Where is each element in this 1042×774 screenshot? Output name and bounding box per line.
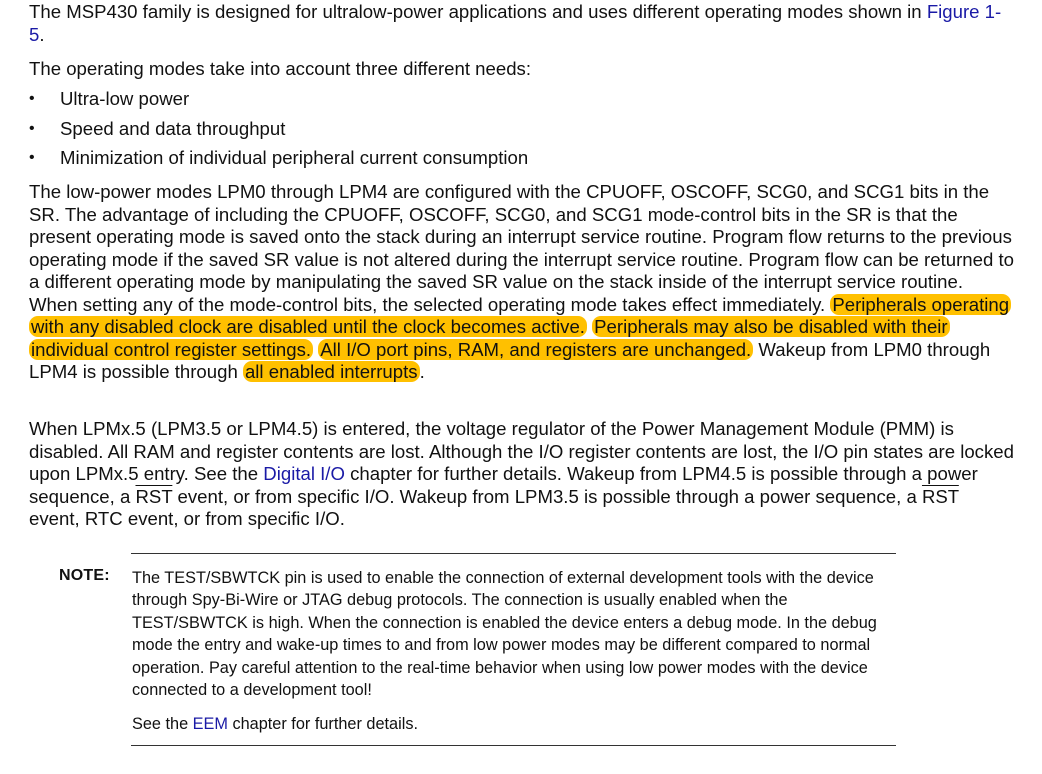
note-see-text: See the	[132, 715, 193, 733]
highlight-io-unchanged: All I/O port pins, RAM, and registers are unchanged.	[320, 338, 752, 360]
note-label: NOTE:	[59, 567, 110, 584]
bullet-icon: •	[29, 90, 35, 107]
bullet-text: Ultra-low power	[60, 88, 190, 109]
note-top-divider	[131, 553, 896, 554]
intro-paragraph	[29, 1, 1014, 46]
lpm-wakeup-text: Wakeup from LPM0 through LPM4 is possible through	[29, 338, 991, 382]
lpmx5-text-end: event, RTC event, or from specific I/O.	[29, 508, 345, 529]
rst-signal: $\overline{RST}$	[135, 485, 173, 507]
bullet-text: Speed and data throughput	[60, 117, 286, 139]
lpmx5-text: chapter for further details. Wakeup from LPM4.5 is possible through a power sequence, a	[29, 463, 978, 507]
bullet-item	[29, 86, 528, 116]
figure-1-5-link[interactable]: Figure 1-5	[29, 1, 1002, 45]
highlight-peripherals-register: Peripherals may also be disabled with their individual control register settings.	[31, 316, 948, 360]
highlight-peripherals-clock: Peripherals operating with any disabled clock are disabled until the clock becomes active.	[31, 293, 1010, 337]
bullet-text: Minimization of individual peripheral current consumption	[60, 147, 529, 168]
highlight-enabled-interrupts: all enabled interrupts	[244, 361, 418, 382]
lpmx5-text: event, or from specific I/O. Wakeup from LPM3.5 is possible through a power sequence, a	[172, 485, 922, 507]
lpmx5-text: When LPMx.5 (LPM3.5 or LPM4.5) is entered, the voltage regulator of the Power Management Module (PMM) is disabled. All RAM and register contents are lost. Although the I/O register contents are lost, the I/O pin states are locked upon LPMx.5 entry. See the	[29, 418, 1014, 484]
lpmx5-paragraph	[29, 418, 1014, 531]
intro-text: The MSP430 family is designed for ultralow-power applications and uses different operating modes shown in	[29, 1, 927, 22]
rst-signal: $\overline{RST}$	[921, 485, 959, 507]
note-body: The TEST/SBWTCK pin is used to enable the connection of external development tools with the device through Spy-Bi-Wire or JTAG debug protocols. The connection is usually enabled when the TEST/SBWTCK is high. When the connection is enabled the device enters a debug mode. In the debug mode the entry and wake-up times to and from low power modes may be different compared to normal operation. Pay careful attention to the real-time behavior when using low power modes with the device connected to a development tool!	[132, 569, 877, 700]
lpm-text-end: .	[419, 361, 425, 382]
bullet-icon: •	[29, 149, 35, 166]
lpm-text: The low-power modes LPM0 through LPM4 are configured with the CPUOFF, OSCOFF, SCG0, and SCG1 bits in the SR. The advantage of including the CPUOFF, OSCOFF, SCG0, and SCG1 mode-control bits in the SR is that the present operating mode is saved onto the stack during an interrupt service routine. Program flow returns to the previous operating mode if the saved SR value is not altered during the interrupt service routine. Program flow can be returned to a different operating mode by manipulating the saved SR value on the stack inside of the interrupt service routine. When setting any of the mode-control bits, the selected operating mode takes effect immediately.	[29, 181, 1014, 315]
low-power-modes-paragraph	[29, 181, 1014, 384]
intro-text-end: .	[39, 23, 45, 45]
needs-bullet-list	[29, 86, 528, 175]
bullet-item	[29, 145, 528, 175]
eem-link[interactable]: EEM	[192, 715, 228, 733]
bullet-icon: •	[29, 119, 35, 137]
digital-io-link[interactable]: Digital I/O	[263, 463, 345, 484]
needs-intro-paragraph: The operating modes take into account three different needs:	[29, 58, 532, 79]
note-bottom-divider	[131, 745, 896, 746]
bullet-item	[29, 116, 528, 146]
note-see-text-end: chapter for further details.	[227, 715, 418, 733]
note-see-also	[132, 713, 418, 735]
